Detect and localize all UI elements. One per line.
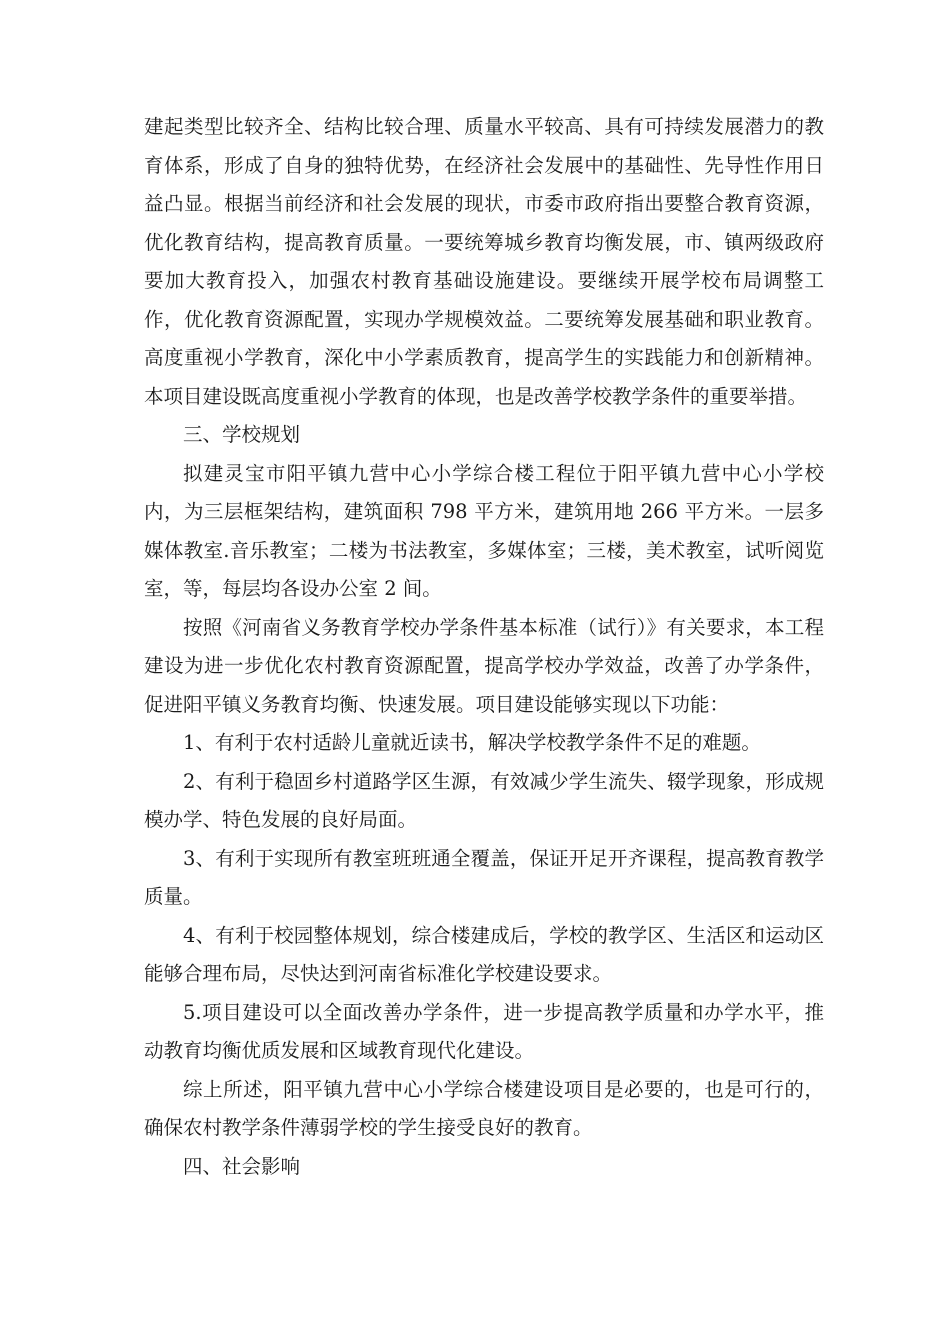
list-item-1: 1、有利于农村适龄儿童就近读书，解决学校教学条件不足的难题。 <box>183 731 761 754</box>
paragraph-project-description: 拟建灵宝市阳平镇九营中心小学综合楼工程位于阳平镇九营中心小学校内，为三层框架结构，建筑面积 798 平方米，建筑用地 266 平方米。一层多媒体教室.音乐教室；二楼为书法教室，多媒体室；三楼，美术教室，试听阅览室，等，每层均各设办公室 2 间。 <box>144 461 824 600</box>
section-heading-school-planning: 三、学校规划 <box>183 423 301 446</box>
paragraph-education-background: 建起类型比较齐全、结构比较合理、质量水平较高、具有可持续发展潜力的教育体系，形成了自身的独特优势，在经济社会发展中的基础性、先导性作用日益凸显。根据当前经济和社会发展的现状，市委市政府指出要整合教育资源，优化教育结构，提高教育质量。一要统筹城乡教育均衡发展，市、镇两级政府要加大教育投入，加强农村教育基础设施建设。要继续开展学校布局调整工作，优化教育资源配置，实现办学规模效益。二要统筹发展基础和职业教育。高度重视小学教育，深化中小学素质教育，提高学生的实践能力和创新精神。本项目建设既高度重视小学教育的体现，也是改善学校教学条件的重要举措。 <box>144 115 824 408</box>
section-heading-social-impact: 四、社会影响 <box>183 1154 301 1178</box>
list-item-3: 3、有利于实现所有教室班班通全覆盖，保证开足开齐课程，提高教育教学质量。 <box>144 846 824 908</box>
list-item-2: 2、有利于稳固乡村道路学区生源，有效减少学生流失、辍学现象，形成规模办学、特色发展的良好局面。 <box>144 769 824 831</box>
list-item-4: 4、有利于校园整体规划，综合楼建成后，学校的教学区、生活区和运动区能够合理布局，尽快达到河南省标准化学校建设要求。 <box>144 923 824 985</box>
paragraph-conclusion: 综上所述，阳平镇九营中心小学综合楼建设项目是必要的，也是可行的，确保农村教学条件薄弱学校的学生接受良好的教育。 <box>144 1077 824 1139</box>
document-body <box>144 108 824 1186</box>
list-item-5: 5.项目建设可以全面改善办学条件，进一步提高教学质量和办学水平，推动教育均衡优质发展和区域教育现代化建设。 <box>144 1000 824 1062</box>
paragraph-standards-functions: 按照《河南省义务教育学校办学条件基本标准（试行）》有关要求，本工程建设为进一步优化农村教育资源配置，提高学校办学效益，改善了办学条件，促进阳平镇义务教育均衡、快速发展。项目建设能够实现以下功能： <box>144 615 824 716</box>
